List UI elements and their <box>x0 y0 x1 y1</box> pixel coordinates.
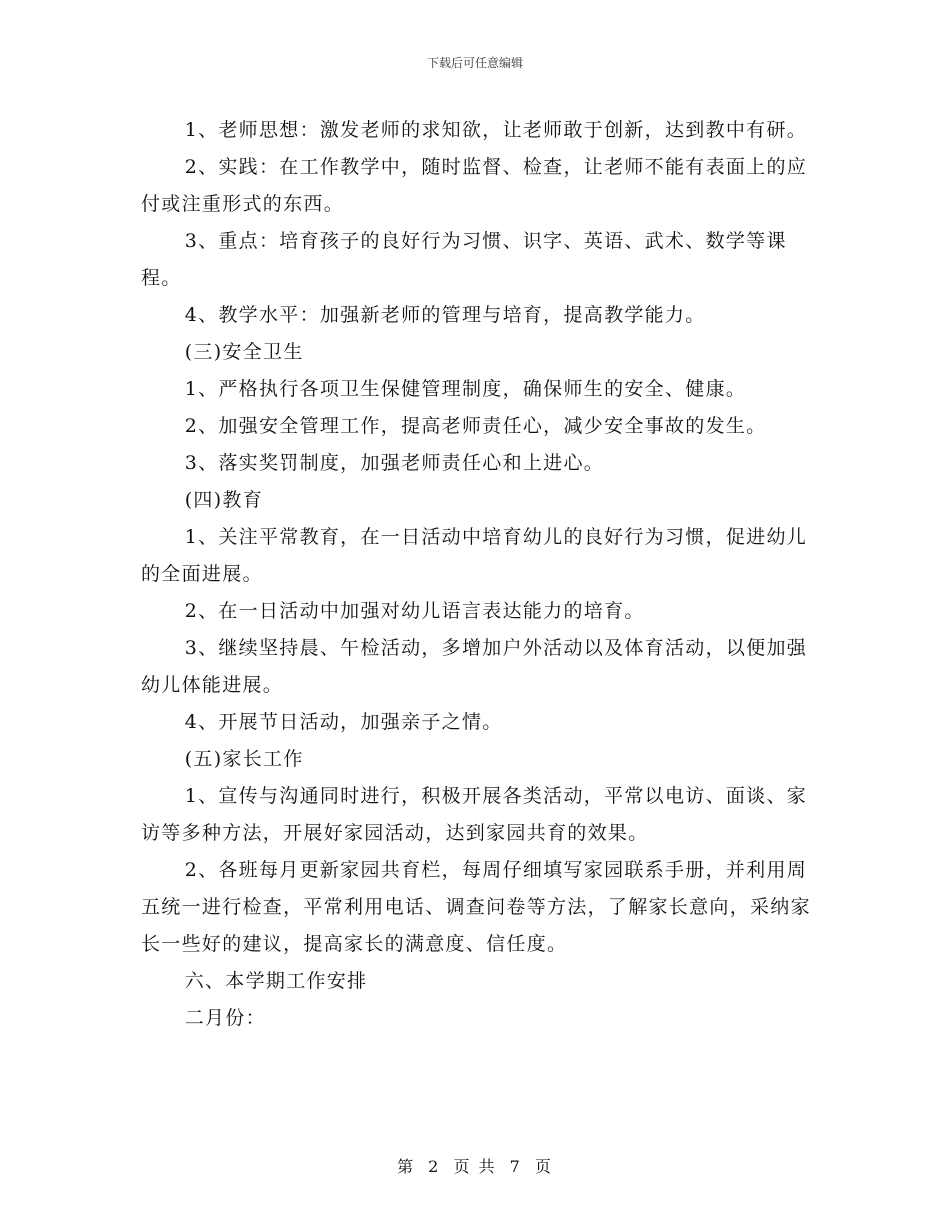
paragraph: 2、加强安全管理工作，提高老师责任心，减少安全事故的发生。 <box>184 415 767 437</box>
paragraph: 3、重点：培育孩子的良好行为习惯、识字、英语、武术、数学等课程。 <box>141 230 787 289</box>
page-number: 2 <box>428 1157 441 1176</box>
section-heading: (三)安全卫生 <box>184 341 304 363</box>
paragraph: 1、老师思想：激发老师的求知欲，让老师敢于创新，达到教中有研。 <box>184 119 808 141</box>
footer-middle: 页 共 <box>453 1157 497 1176</box>
paragraph: 4、教学水平：加强新老师的管理与培育，提高教学能力。 <box>184 304 706 326</box>
paragraph: 2、各班每月更新家园共育栏，每周仔细填写家园联系手册，并利用周五统一进行检查，平常利用电话、调查问卷等方法，了解家长意向，采纳家长一些好的建议，提高家长的满意度、信任度。 <box>141 859 811 955</box>
paragraph: 1、宣传与沟通同时进行，积极开展各类活动，平常以电访、面谈、家访等多种方法，开展好家园活动，达到家园共育的效果。 <box>141 785 808 844</box>
section-heading: 六、本学期工作安排 <box>184 970 368 992</box>
paragraph: 3、落实奖罚制度，加强老师责任心和上进心。 <box>184 452 605 474</box>
section-heading: (四)教育 <box>184 489 264 511</box>
document-body <box>141 112 813 1037</box>
paragraph: 二月份： <box>184 1007 266 1029</box>
page-total: 7 <box>509 1157 522 1176</box>
paragraph: 2、在一日活动中加强对幼儿语言表达能力的培育。 <box>184 600 645 622</box>
paragraph: 1、关注平常教育，在一日活动中培育幼儿的良好行为习惯，促进幼儿的全面进展。 <box>141 526 808 585</box>
page-header: 下载后可任意编辑 <box>426 56 523 70</box>
section-heading: (五)家长工作 <box>184 748 304 770</box>
paragraph: 1、严格执行各项卫生保健管理制度，确保师生的安全、健康。 <box>184 378 747 400</box>
paragraph: 3、继续坚持晨、午检活动，多增加户外活动以及体育活动，以便加强幼儿体能进展。 <box>141 637 808 696</box>
paragraph: 2、实践：在工作教学中，随时监督、检查，让老师不能有表面上的应付或注重形式的东西。 <box>141 156 808 215</box>
footer-prefix: 第 <box>397 1157 416 1176</box>
paragraph: 4、开展节日活动，加强亲子之情。 <box>184 711 503 733</box>
page-footer <box>0 1154 950 1177</box>
footer-suffix: 页 <box>534 1157 553 1176</box>
